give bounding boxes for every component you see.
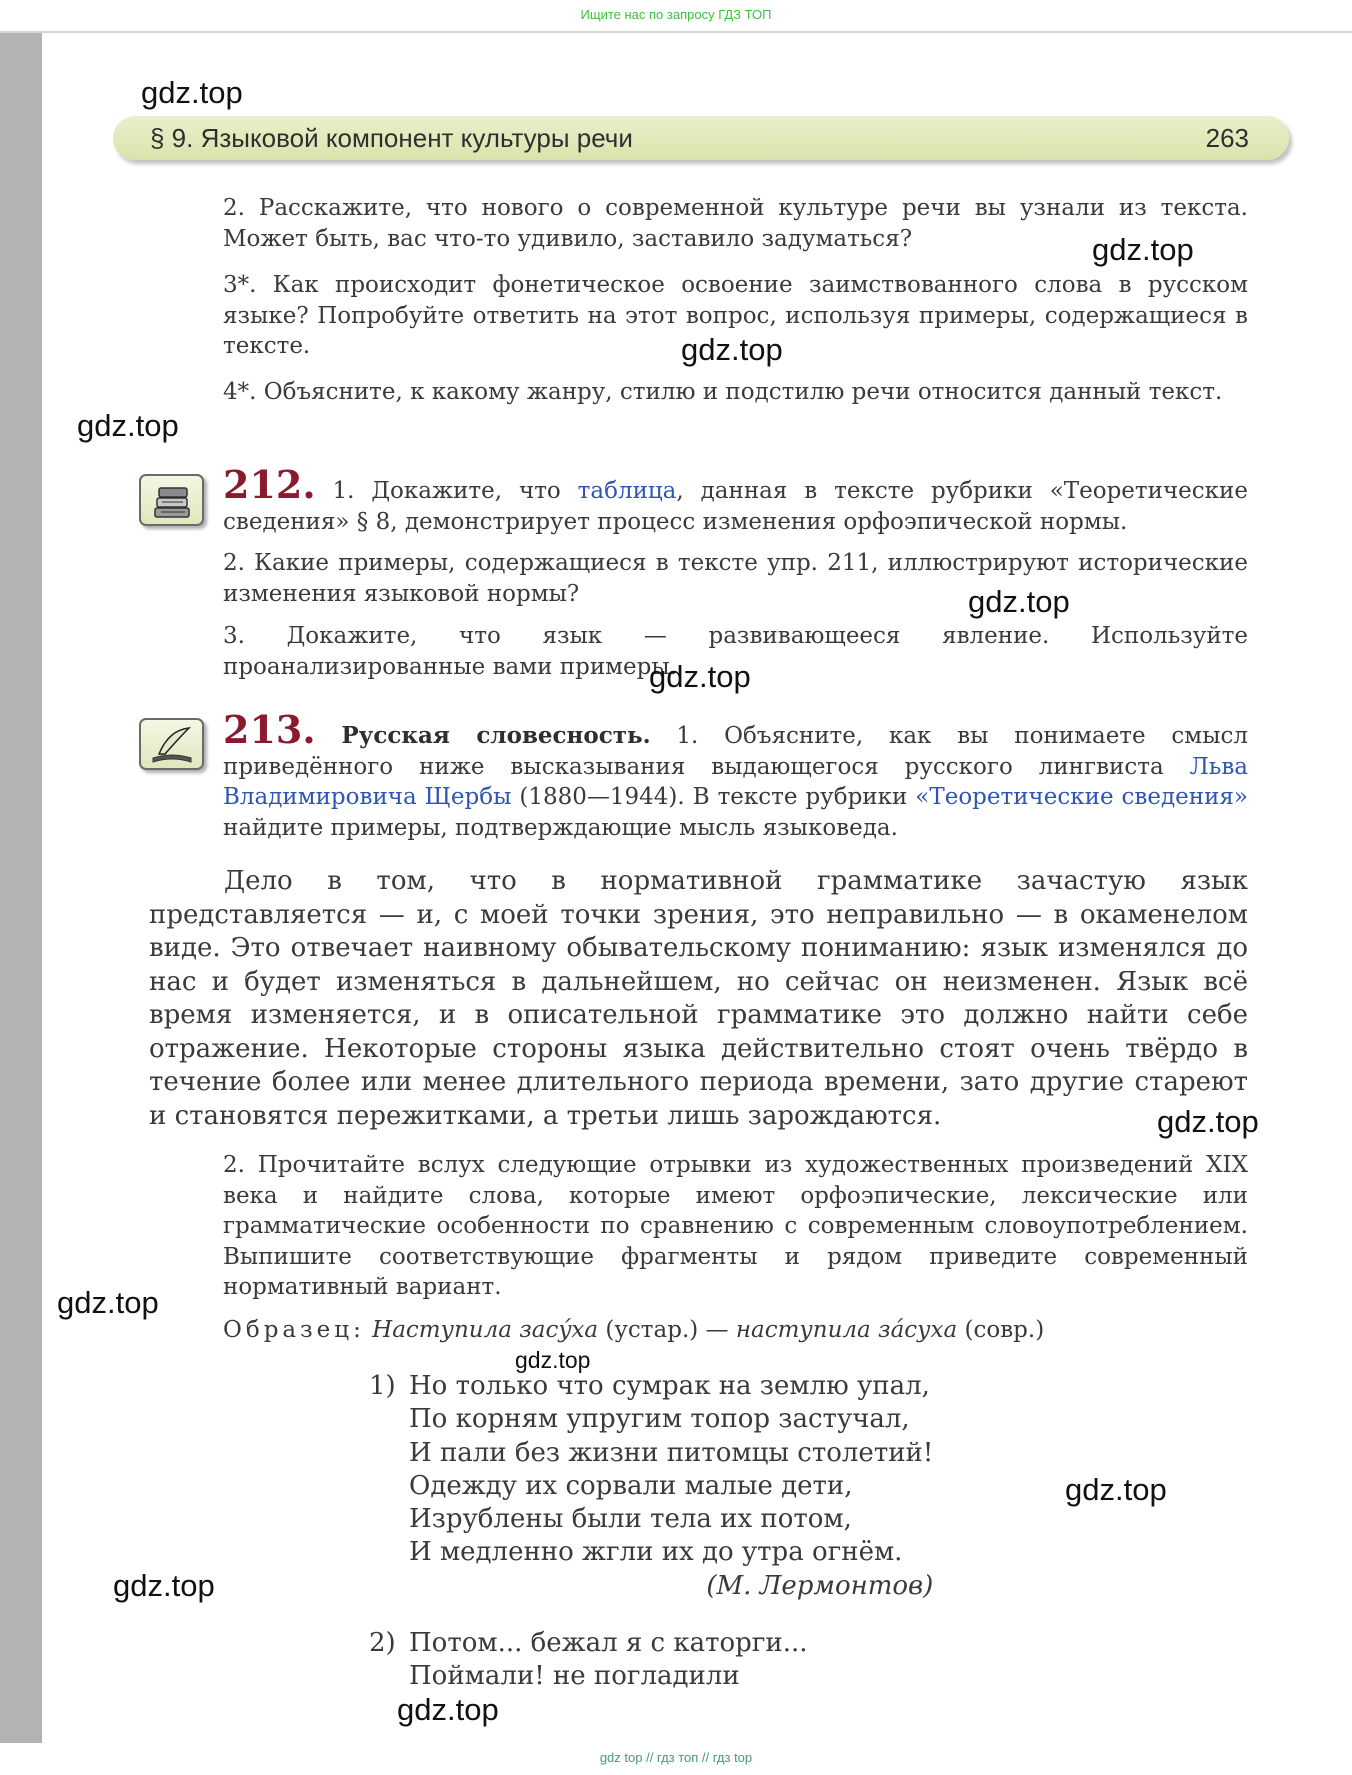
exercise-212-task-2: 2. Какие примеры, содержащиеся в тексте упр. 211, иллюстрируют исторические изменения языковой нормы? <box>223 550 1248 607</box>
exercise-213-task-2: 2. Прочитайте вслух следующие отрывки из художественных произведений XIX века и найдите слова, которые имеют орфоэпические, лексические или грамматические особенности по сравнению с современным словоупотреблением. Выпишите соответствующие фрагменты и рядом приведите современный нормативный вариант. <box>223 1152 1248 1300</box>
sample-line <box>223 1315 1248 1346</box>
search-hint-banner: Ищите нас по запросу ГДЗ ТОП <box>0 0 1352 33</box>
exercise-213-heading: Русская словесность. <box>341 722 651 749</box>
watermark: gdz.top <box>515 1347 591 1373</box>
poem-1-line: И медленно жгли их до утра огнём. <box>409 1537 903 1568</box>
poem-1-line: Одежду их сорвали малые дети, <box>409 1470 853 1501</box>
watermark: gdz.top <box>57 1285 159 1320</box>
question-4: 4*. Объясните, к какому жанру, стилю и подстилю речи относится данный текст. <box>223 379 1223 405</box>
sample-old-note: (устар.) <box>605 1317 699 1343</box>
watermark: gdz.top <box>1065 1472 1167 1507</box>
watermark: gdz.top <box>649 659 751 694</box>
poem-1-line: И пали без жизни питомцы столетий! <box>409 1437 934 1468</box>
watermark: gdz.top <box>1092 232 1194 267</box>
poem-2-number: 2) <box>369 1628 396 1658</box>
scherba-quote: Дело в том, что в нормативной грамматике зачастую язык представляется — и, с моей точки зрения, это неправильно — в окаменелом виде. Это отвечает наивному обывательскому пониманию: язык изменялся до нас и будет изменяться в дальнейшем, но сейчас он неизменен. Язык всё время изменяется, и в описательной грамматике это должно найти себе отражение. Некоторые стороны языка действительно стоят очень твёрдо в течение более или менее длительного периода времени, зато другие стареют и становятся пережитками, а третьи лишь зарождаются. <box>149 866 1248 1131</box>
exercise-213-number: 213. <box>223 707 316 752</box>
watermark: gdz.top <box>1157 1104 1259 1139</box>
footer-links[interactable]: gdz top // гдз топ // гдз top <box>599 1750 753 1765</box>
watermark: gdz.top <box>681 332 783 367</box>
sample-dash: — <box>705 1317 729 1343</box>
exercise-213-text: 1. Объясните, как вы понимаете смысл приведённого ниже высказывания выдающегося русского лингвиста <box>223 723 1248 780</box>
table-link[interactable]: таблица <box>577 478 677 504</box>
poem-2 <box>369 1627 808 1694</box>
left-gutter <box>0 33 42 1743</box>
poem-1-line: Изрублены были тела их потом, <box>409 1504 852 1535</box>
scherba-link[interactable]: Льва Владимировича Щербы <box>223 753 1248 810</box>
sample-old: Наступила засýха <box>372 1317 599 1343</box>
section-header <box>113 116 1289 160</box>
poem-1-line: 1) Но только что сумрак на землю упал, <box>369 1370 933 1403</box>
watermark: gdz.top <box>77 408 179 443</box>
poem-1 <box>369 1370 933 1603</box>
exercise-212-text: 1. Докажите, что <box>332 478 578 504</box>
poem-1-number: 1) <box>369 1371 396 1401</box>
page-number: 263 <box>1205 123 1249 153</box>
exercise-212-task-1 <box>223 462 1248 537</box>
poem-1-line: По корням упругим топор застучал, <box>409 1404 910 1435</box>
watermark: gdz.top <box>141 75 243 110</box>
question-2: 2. Расскажите, что нового о современной культуре речи вы узнали из текста. Может быть, вас что-то удивило, заставило задуматься? <box>223 195 1248 252</box>
question-3: 3*. Как происходит фонетическое освоение заимствованного слова в русском языке? Попробуйте ответить на этот вопрос, используя примеры, содержащиеся в тексте. <box>223 272 1248 359</box>
poem-2-line: 2) Потом... бежал я с каторги... <box>369 1627 808 1660</box>
exercise-213-task-1 <box>223 707 1248 843</box>
exercise-212-number: 212. <box>223 462 316 507</box>
watermark: gdz.top <box>397 1692 499 1727</box>
section-title: § 9. Языковой компонент культуры речи <box>150 123 633 153</box>
sample-new-note: (совр.) <box>964 1317 1045 1343</box>
sample-new: наступила зáсуха <box>735 1317 958 1343</box>
poem-1-author: (М. Лермонтов) <box>706 1570 934 1601</box>
books-icon <box>139 474 204 526</box>
exercise-212-text-cont: , данная в тексте рубрики «Теоретические сведения» § 8, демонстрирует процесс изменения орфоэпической нормы. <box>223 478 1248 535</box>
exercise-213-text-end: найдите примеры, подтверждающие мысль языковеда. <box>223 814 898 841</box>
exercise-212-task-3: 3. Докажите, что язык — развивающееся явление. Используйте проанализированные вами примеры. <box>223 623 1248 680</box>
poem-2-line: Поймали! не погладили <box>409 1661 740 1692</box>
watermark: gdz.top <box>113 1568 215 1603</box>
theory-link[interactable]: «Теоретические сведения» <box>915 784 1248 810</box>
sample-label: Образец: <box>223 1317 365 1343</box>
exercise-213-text-cont: (1880—1944). В тексте рубрики <box>511 784 916 810</box>
quill-book-icon <box>139 718 204 770</box>
watermark: gdz.top <box>968 584 1070 619</box>
